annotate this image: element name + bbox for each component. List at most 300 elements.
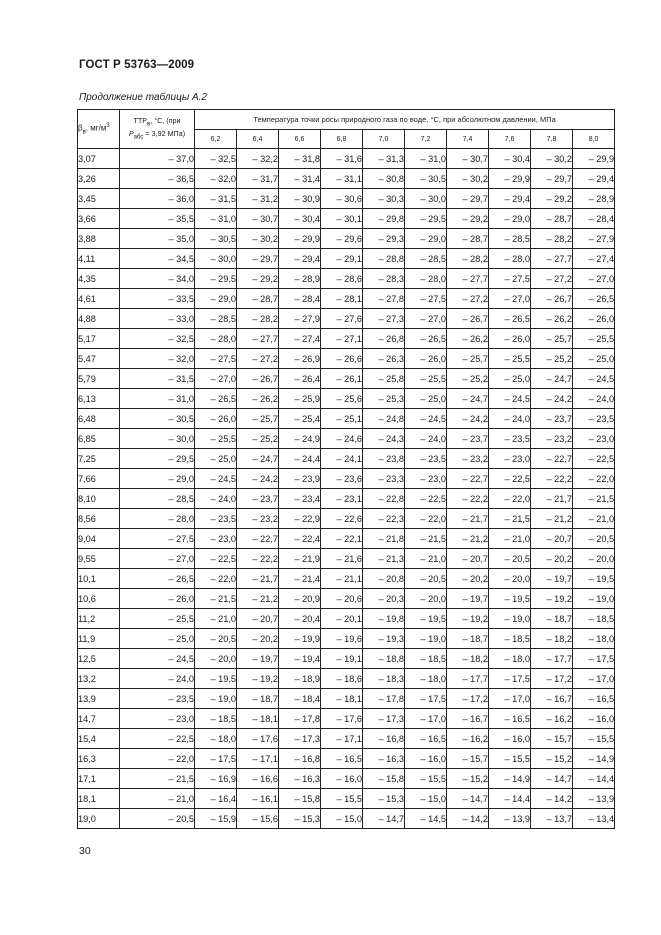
ttp-cell: – 33,0 (120, 309, 195, 329)
dew-point-cell: – 29,5 (195, 269, 237, 289)
dew-point-cell: – 19,0 (195, 689, 237, 709)
dew-point-cell: – 27,6 (321, 309, 363, 329)
table-row (78, 509, 615, 529)
table-row (78, 629, 615, 649)
dew-point-cell: – 16,5 (573, 689, 615, 709)
dew-point-cell: – 21,0 (405, 549, 447, 569)
ttp-cell: – 30,5 (120, 409, 195, 429)
pressure-header-cell: 7,2 (405, 130, 447, 149)
dew-point-cell: – 21,7 (447, 509, 489, 529)
dew-point-cell: – 19,6 (321, 629, 363, 649)
dew-point-cell: – 30,4 (279, 209, 321, 229)
dew-point-cell: – 22,5 (195, 549, 237, 569)
dew-point-cell: – 20,2 (237, 629, 279, 649)
dew-point-cell: – 29,6 (321, 229, 363, 249)
dew-point-cell: – 25,2 (237, 429, 279, 449)
dew-point-cell: – 30,4 (489, 149, 531, 169)
dew-point-cell: – 24,8 (363, 409, 405, 429)
table-row (78, 589, 615, 609)
dew-point-cell: – 16,8 (363, 729, 405, 749)
dew-point-cell: – 22,7 (531, 449, 573, 469)
dew-point-cell: – 31,4 (279, 169, 321, 189)
dew-point-cell: – 29,4 (489, 189, 531, 209)
ttp-cell: – 35,0 (120, 229, 195, 249)
beta-cell: 3,66 (78, 209, 120, 229)
dew-point-cell: – 18,5 (489, 629, 531, 649)
dew-point-cell: – 20,7 (237, 609, 279, 629)
dew-point-cell: – 17,8 (363, 689, 405, 709)
table-row (78, 549, 615, 569)
beta-cell: 11,2 (78, 609, 120, 629)
dew-point-cell: – 28,8 (363, 249, 405, 269)
dew-point-cell: – 21,5 (489, 509, 531, 529)
dew-point-cell: – 28,5 (195, 309, 237, 329)
dew-point-cell: – 25,1 (321, 409, 363, 429)
dew-point-cell: – 28,2 (237, 309, 279, 329)
dew-point-cell: – 17,6 (237, 729, 279, 749)
beta-cell: 16,3 (78, 749, 120, 769)
ttp-cell: – 27,5 (120, 529, 195, 549)
dew-point-cell: – 23,0 (573, 429, 615, 449)
dew-point-cell: – 28,5 (489, 229, 531, 249)
dew-point-cell: – 25,6 (321, 389, 363, 409)
dew-point-cell: – 27,7 (531, 249, 573, 269)
table-row (78, 309, 615, 329)
ttp-cell: – 29,5 (120, 449, 195, 469)
ttp-cell: – 21,0 (120, 789, 195, 809)
dew-point-cell: – 21,5 (573, 489, 615, 509)
dew-point-cell: – 25,5 (573, 329, 615, 349)
dew-point-cell: – 25,2 (531, 349, 573, 369)
dew-point-cell: – 17,0 (489, 689, 531, 709)
dew-point-cell: – 13,9 (573, 789, 615, 809)
dew-point-cell: – 23,5 (573, 409, 615, 429)
dew-point-cell: – 19,3 (363, 629, 405, 649)
dew-point-cell: – 26,0 (405, 349, 447, 369)
table-row (78, 389, 615, 409)
dew-point-cell: – 15,8 (363, 769, 405, 789)
dew-point-cell: – 27,5 (195, 349, 237, 369)
dew-point-cell: – 26,5 (405, 329, 447, 349)
dew-point-cell: – 14,7 (531, 769, 573, 789)
table-row (78, 269, 615, 289)
dew-point-cell: – 27,0 (195, 369, 237, 389)
dew-point-cell: – 18,7 (447, 629, 489, 649)
dew-point-cell: – 25,0 (405, 389, 447, 409)
dew-point-cell: – 25,5 (195, 429, 237, 449)
dew-point-cell: – 24,2 (237, 469, 279, 489)
dew-point-cell: – 24,6 (321, 429, 363, 449)
dew-point-cell: – 26,3 (363, 349, 405, 369)
dew-point-cell: – 27,7 (447, 269, 489, 289)
beta-cell: 4,11 (78, 249, 120, 269)
ttp-cell: – 26,0 (120, 589, 195, 609)
dew-point-cell: – 30,2 (447, 169, 489, 189)
dew-point-cell: – 21,5 (405, 529, 447, 549)
dew-point-cell: – 19,7 (531, 569, 573, 589)
dew-point-cell: – 20,3 (363, 589, 405, 609)
dew-point-cell: – 17,8 (279, 709, 321, 729)
beta-cell: 10,1 (78, 569, 120, 589)
table-row (78, 149, 615, 169)
dew-point-cell: – 27,5 (489, 269, 531, 289)
document-title: ГОСТ Р 53763—2009 (79, 59, 195, 71)
table-row (78, 809, 615, 829)
beta-cell: 10,6 (78, 589, 120, 609)
dew-point-cell: – 21,4 (279, 569, 321, 589)
dew-point-cell: – 24,4 (279, 449, 321, 469)
dew-point-cell: – 28,9 (279, 269, 321, 289)
table-row (78, 329, 615, 349)
dew-point-cell: – 15,2 (447, 769, 489, 789)
dew-point-cell: – 26,7 (531, 289, 573, 309)
ttp-cell: – 28,5 (120, 489, 195, 509)
dew-point-cell: – 19,7 (237, 649, 279, 669)
dew-point-cell: – 19,9 (279, 629, 321, 649)
dew-point-cell: – 18,0 (573, 629, 615, 649)
dew-point-cell: – 26,8 (363, 329, 405, 349)
dew-point-cell: – 27,2 (531, 269, 573, 289)
dew-point-cell: – 25,0 (489, 369, 531, 389)
dew-point-cell: – 24,0 (573, 389, 615, 409)
dew-point-cell: – 23,2 (447, 449, 489, 469)
table-row (78, 729, 615, 749)
dew-point-cell: – 18,2 (531, 629, 573, 649)
beta-cell: 4,35 (78, 269, 120, 289)
dew-point-cell: – 16,5 (405, 729, 447, 749)
dew-point-cell: – 22,0 (195, 569, 237, 589)
dew-point-cell: – 24,3 (363, 429, 405, 449)
dew-point-cell: – 24,7 (237, 449, 279, 469)
dew-point-cell: – 14,9 (573, 749, 615, 769)
dew-point-cell: – 22,2 (531, 469, 573, 489)
table-row (78, 189, 615, 209)
dew-point-cell: – 29,9 (573, 149, 615, 169)
dew-point-cell: – 21,0 (573, 509, 615, 529)
table-row (78, 789, 615, 809)
dew-point-cell: – 21,3 (363, 549, 405, 569)
table-row (78, 529, 615, 549)
dew-point-cell: – 27,9 (279, 309, 321, 329)
table-row (78, 409, 615, 429)
dew-point-cell: – 24,5 (489, 389, 531, 409)
beta-cell: 3,26 (78, 169, 120, 189)
dew-point-cell: – 23,0 (405, 469, 447, 489)
dew-point-cell: – 16,3 (363, 749, 405, 769)
ttp-cell: – 25,5 (120, 609, 195, 629)
dew-point-cell: – 26,7 (447, 309, 489, 329)
dew-point-cell: – 31,0 (195, 209, 237, 229)
dew-point-cell: – 23,6 (321, 469, 363, 489)
header-beta: $\beta_в$, $мг/м^3$ (78, 110, 120, 149)
dew-point-cell: – 17,5 (489, 669, 531, 689)
dew-point-cell: – 27,4 (573, 249, 615, 269)
dew-point-cell: – 13,7 (531, 809, 573, 829)
dew-point-cell: – 22,7 (237, 529, 279, 549)
dew-point-cell: – 18,3 (363, 669, 405, 689)
dew-point-cell: – 21,7 (531, 489, 573, 509)
dew-point-cell: – 17,3 (363, 709, 405, 729)
beta-cell: 6,13 (78, 389, 120, 409)
dew-point-cell: – 32,2 (237, 149, 279, 169)
ttp-cell: – 22,0 (120, 749, 195, 769)
dew-point-cell: – 16,9 (195, 769, 237, 789)
dew-point-cell: – 15,2 (531, 749, 573, 769)
beta-cell: 4,61 (78, 289, 120, 309)
ttp-cell: – 26,5 (120, 569, 195, 589)
pressure-header-cell: 6,6 (279, 130, 321, 149)
dew-point-cell: – 29,0 (405, 229, 447, 249)
ttp-cell: – 22,5 (120, 729, 195, 749)
dew-point-cell: – 22,0 (405, 509, 447, 529)
dew-point-cell: – 17,7 (531, 649, 573, 669)
dew-point-cell: – 18,6 (321, 669, 363, 689)
dew-point-cell: – 15,5 (321, 789, 363, 809)
dew-point-cell: – 22,5 (573, 449, 615, 469)
dew-point-cell: – 28,0 (195, 329, 237, 349)
dew-point-cell: – 21,2 (447, 529, 489, 549)
dew-point-cell: – 23,0 (195, 529, 237, 549)
dew-point-cell: – 26,2 (531, 309, 573, 329)
dew-point-cell: – 29,2 (531, 189, 573, 209)
dew-point-cell: – 29,7 (237, 249, 279, 269)
dew-point-cell: – 29,0 (489, 209, 531, 229)
dew-point-cell: – 21,5 (195, 589, 237, 609)
dew-point-cell: – 23,3 (363, 469, 405, 489)
dew-point-cell: – 25,7 (447, 349, 489, 369)
dew-point-cell: – 28,2 (447, 249, 489, 269)
pressure-header-cell: 7,8 (531, 130, 573, 149)
pressure-header-cell: 6,4 (237, 130, 279, 149)
pressure-header-cell: 8,0 (573, 130, 615, 149)
dew-point-cell: – 24,7 (531, 369, 573, 389)
dew-point-cell: – 20,0 (573, 549, 615, 569)
ttp-cell: – 32,5 (120, 329, 195, 349)
beta-cell: 17,1 (78, 769, 120, 789)
dew-point-cell: – 17,5 (405, 689, 447, 709)
dew-point-cell: – 27,7 (237, 329, 279, 349)
dew-point-cell: – 14,9 (489, 769, 531, 789)
ttp-cell: – 23,5 (120, 689, 195, 709)
dew-point-cell: – 23,7 (447, 429, 489, 449)
dew-point-cell: – 27,1 (321, 329, 363, 349)
dew-point-cell: – 18,5 (573, 609, 615, 629)
dew-point-cell: – 30,5 (405, 169, 447, 189)
dew-point-cell: – 30,0 (405, 189, 447, 209)
table-caption: Продолжение таблицы А.2 (79, 92, 207, 103)
dew-point-cell: – 22,0 (489, 489, 531, 509)
dew-point-cell: – 28,5 (405, 249, 447, 269)
dew-point-cell: – 16,6 (237, 769, 279, 789)
dew-point-cell: – 30,0 (195, 249, 237, 269)
dew-point-cell: – 17,1 (321, 729, 363, 749)
table-body (78, 149, 615, 829)
beta-cell: 13,2 (78, 669, 120, 689)
table-row (78, 449, 615, 469)
dew-point-cell: – 18,0 (195, 729, 237, 749)
dew-point-cell: – 16,0 (405, 749, 447, 769)
ttp-cell: – 30,0 (120, 429, 195, 449)
dew-point-cell: – 31,6 (321, 149, 363, 169)
dew-point-cell: – 30,5 (195, 229, 237, 249)
beta-cell: 5,79 (78, 369, 120, 389)
pressure-header-cell: 7,4 (447, 130, 489, 149)
table-row (78, 349, 615, 369)
dew-point-cell: – 29,3 (363, 229, 405, 249)
pressure-header-cell: 6,2 (195, 130, 237, 149)
dew-point-cell: – 14,7 (363, 809, 405, 829)
beta-cell: 19,0 (78, 809, 120, 829)
dew-point-cell: – 26,6 (321, 349, 363, 369)
beta-cell: 13,9 (78, 689, 120, 709)
dew-point-cell: – 30,2 (531, 149, 573, 169)
dew-point-cell: – 19,1 (321, 649, 363, 669)
dew-point-cell: – 16,0 (489, 729, 531, 749)
dew-point-cell: – 19,5 (489, 589, 531, 609)
dew-point-cell: – 20,0 (405, 589, 447, 609)
dew-point-cell: – 32,0 (195, 169, 237, 189)
table-row (78, 749, 615, 769)
dew-point-cell: – 24,0 (489, 409, 531, 429)
dew-point-cell: – 25,7 (237, 409, 279, 429)
dew-point-cell: – 21,0 (489, 529, 531, 549)
beta-cell: 3,88 (78, 229, 120, 249)
ttp-cell: – 28,0 (120, 509, 195, 529)
dew-point-cell: – 19,7 (447, 589, 489, 609)
table-row (78, 489, 615, 509)
dew-point-cell: – 31,5 (195, 189, 237, 209)
dew-point-cell: – 31,7 (237, 169, 279, 189)
dew-point-cell: – 18,7 (237, 689, 279, 709)
dew-point-cell: – 22,1 (321, 529, 363, 549)
dew-point-cell: – 14,7 (447, 789, 489, 809)
dew-point-cell: – 15,0 (321, 809, 363, 829)
beta-cell: 15,4 (78, 729, 120, 749)
dew-point-cell: – 23,7 (531, 409, 573, 429)
beta-cell: 8,56 (78, 509, 120, 529)
dew-point-cell: – 25,0 (573, 349, 615, 369)
pressure-header-cell: 7,6 (489, 130, 531, 149)
dew-point-cell: – 24,2 (531, 389, 573, 409)
ttp-cell: – 31,0 (120, 389, 195, 409)
dew-point-cell: – 29,1 (321, 249, 363, 269)
dew-point-cell: – 17,5 (195, 749, 237, 769)
dew-point-cell: – 16,0 (573, 709, 615, 729)
dew-point-cell: – 27,4 (279, 329, 321, 349)
dew-point-cell: – 17,7 (447, 669, 489, 689)
dew-point-cell: – 16,5 (321, 749, 363, 769)
dew-point-cell: – 31,2 (237, 189, 279, 209)
dew-point-cell: – 28,7 (237, 289, 279, 309)
dew-point-cell: – 14,2 (447, 809, 489, 829)
dew-point-cell: – 26,0 (573, 309, 615, 329)
dew-point-cell: – 25,5 (405, 369, 447, 389)
dew-point-cell: – 23,7 (237, 489, 279, 509)
dew-point-cell: – 21,8 (363, 529, 405, 549)
dew-point-cell: – 29,7 (447, 189, 489, 209)
dew-point-cell: – 21,9 (279, 549, 321, 569)
dew-point-cell: – 19,0 (405, 629, 447, 649)
dew-point-cell: – 13,4 (573, 809, 615, 829)
dew-point-cell: – 22,9 (279, 509, 321, 529)
dew-point-cell: – 29,5 (405, 209, 447, 229)
dew-point-cell: – 28,3 (363, 269, 405, 289)
ttp-cell: – 24,0 (120, 669, 195, 689)
dew-point-cell: – 24,5 (573, 369, 615, 389)
page-number: 30 (79, 845, 91, 857)
dew-point-cell: – 28,6 (321, 269, 363, 289)
dew-point-cell: – 23,5 (195, 509, 237, 529)
dew-point-cell: – 22,2 (447, 489, 489, 509)
ttp-cell: – 36,0 (120, 189, 195, 209)
dew-point-cell: – 15,6 (237, 809, 279, 829)
pressure-header-cell: 7,0 (363, 130, 405, 149)
dew-point-cell: – 24,5 (195, 469, 237, 489)
dew-point-cell: – 30,7 (237, 209, 279, 229)
dew-point-cell: – 16,1 (237, 789, 279, 809)
header-ttp: $ТТР_в$, °С, (при $P_{абс} = 3,92$ МПа) (120, 110, 195, 149)
dew-point-cell: – 21,2 (531, 509, 573, 529)
dew-point-cell: – 29,4 (573, 169, 615, 189)
dew-point-cell: – 26,4 (279, 369, 321, 389)
dew-point-cell: – 23,5 (489, 429, 531, 449)
dew-point-cell: – 24,5 (405, 409, 447, 429)
beta-cell: 18,1 (78, 789, 120, 809)
ttp-cell: – 27,0 (120, 549, 195, 569)
dew-point-cell: – 15,5 (573, 729, 615, 749)
dew-point-cell: – 24,0 (195, 489, 237, 509)
dew-point-cell: – 17,5 (573, 649, 615, 669)
table-row (78, 469, 615, 489)
dew-point-cell: – 16,4 (195, 789, 237, 809)
dew-point-cell: – 18,8 (363, 649, 405, 669)
dew-point-cell: – 28,1 (321, 289, 363, 309)
dew-point-cell: – 30,2 (237, 229, 279, 249)
table-row (78, 289, 615, 309)
dew-point-cell: – 23,4 (279, 489, 321, 509)
dew-point-cell: – 20,1 (321, 609, 363, 629)
dew-point-cell: – 18,1 (321, 689, 363, 709)
dew-point-cell: – 29,9 (279, 229, 321, 249)
dew-point-cell: – 19,0 (489, 609, 531, 629)
dew-point-cell: – 24,1 (321, 449, 363, 469)
dew-point-cell: – 20,5 (573, 529, 615, 549)
dew-point-cell: – 24,7 (447, 389, 489, 409)
dew-point-cell: – 18,4 (279, 689, 321, 709)
dew-point-cell: – 30,7 (447, 149, 489, 169)
table-row (78, 369, 615, 389)
dew-point-cell: – 28,7 (447, 229, 489, 249)
table-row (78, 209, 615, 229)
ttp-cell: – 33,5 (120, 289, 195, 309)
ttp-cell: – 34,5 (120, 249, 195, 269)
table-row (78, 249, 615, 269)
dew-point-cell: – 28,0 (405, 269, 447, 289)
table-row (78, 229, 615, 249)
dew-point-cell: – 23,5 (405, 449, 447, 469)
ttp-cell: – 36,5 (120, 169, 195, 189)
dew-point-cell: – 31,8 (279, 149, 321, 169)
beta-cell: 4,88 (78, 309, 120, 329)
dew-point-cell: – 27,9 (573, 229, 615, 249)
dew-point-cell: – 22,5 (405, 489, 447, 509)
dew-point-cell: – 21,6 (321, 549, 363, 569)
dew-point-cell: – 26,5 (489, 309, 531, 329)
dew-point-cell: – 25,5 (489, 349, 531, 369)
dew-point-cell: – 15,8 (279, 789, 321, 809)
dew-point-cell: – 22,4 (279, 529, 321, 549)
beta-cell: 12,5 (78, 649, 120, 669)
